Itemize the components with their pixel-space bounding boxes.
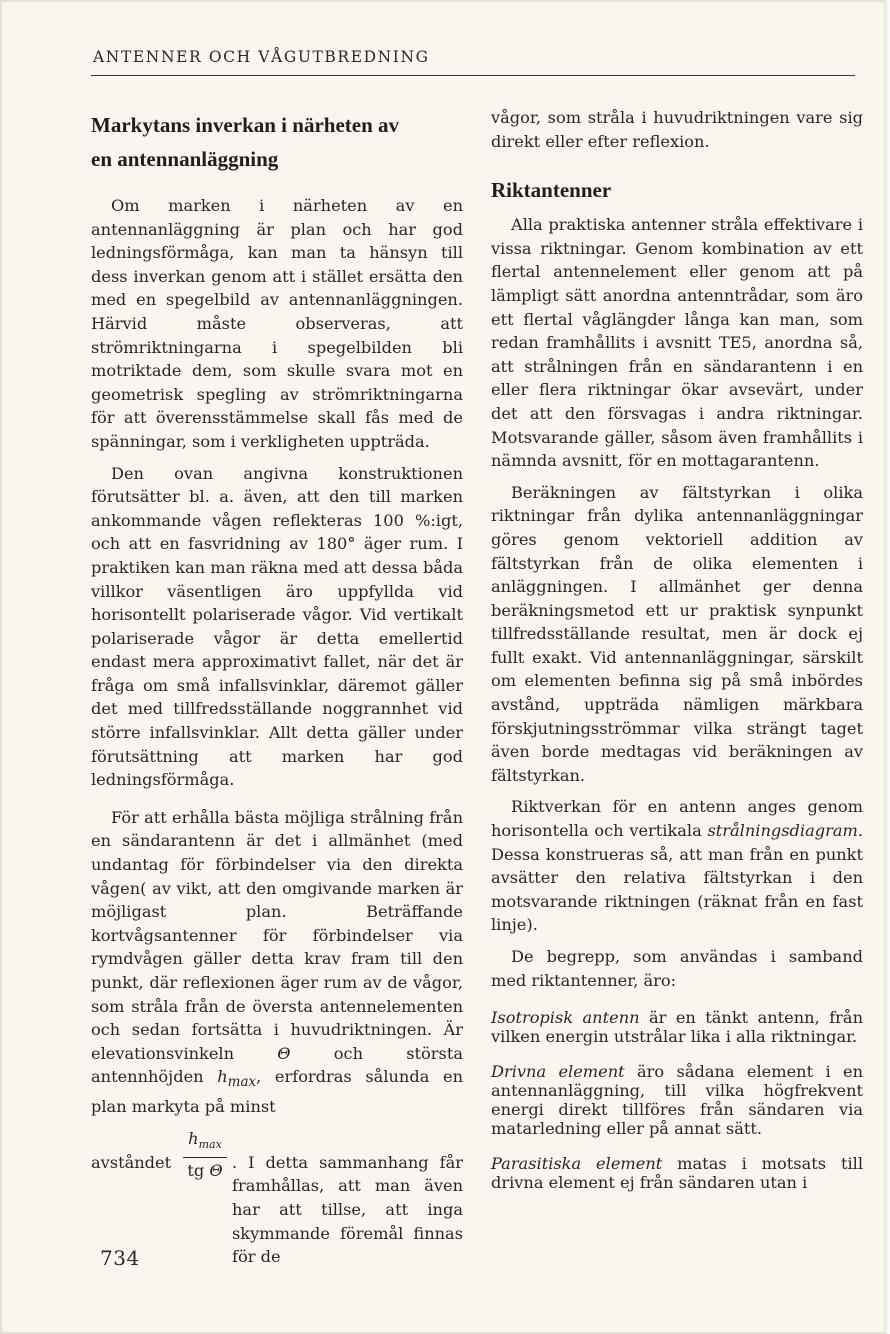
- definition-text: matas i motsats till drivna element ej från sändaren utan i: [491, 1154, 863, 1193]
- definition-text: äro sådana element i en antennanläggning, till vilka högfrekvent energi direkt tillföres från sändaren via matarledning eller på annat sätt.: [491, 1062, 863, 1139]
- hmax-symbol: [217, 1067, 257, 1091]
- num-h: h: [188, 1128, 199, 1148]
- definition-isotropisk: [491, 1008, 863, 1046]
- paragraph: Den ovan angivna konstruktionen förutsätter bl. a. även, att den till marken ankommande vågen reflekteras 100 %:igt, och att en fasvridning av 180° äger rum. I praktiken kan man räkna med att dessa båda villkor väsentligen äro uppfyllda vid horisontellt polariserade vågor. Vid vertikalt polariserade vågor är detta emellertid endast mera approximativt fallet, när det är fråga om små infallsvinklar, däremot gäller det med tillfredsställande noggrannhet vid större infallsvinklar. Allt detta gäller under förutsättning att marken har god ledningsförmåga.: [91, 463, 463, 790]
- definition-text: är en tänkt antenn, från vilken energin utstrålar lika i alla riktningar.: [491, 1008, 863, 1047]
- paragraph-with-math: [91, 806, 463, 1119]
- definition-parasitiska: [491, 1154, 863, 1192]
- theta-symbol: Θ: [277, 1043, 291, 1063]
- section-title-riktantenner: Riktantenner: [491, 178, 612, 203]
- paragraph: Om marken i närheten av en antennanläggning är plan och har god ledningsförmåga, kan man ta hänsyn till dess inverkan genom att i stället ersätta den med en spegelbild av antennanläggningen. Härvid måste observeras, att strömriktningarna i spegelbilden bli motriktade dem, som skulle svara mot en geometrisk spegling av strömriktningarna för att överensstämmelse skall fås med de spänningar, som i verkligheten uppträda.: [91, 196, 463, 451]
- h-letter: h: [217, 1067, 228, 1087]
- paragraph: Alla praktiska antenner stråla effektivare i vissa riktningar. Genom kombination av ett flertal antennelement eller genom att på lämpligt sätt anordna antenntrådar, som äro ett flertal våglängder långa kan man, som redan framhållits i avsnitt TE5, anordna så, att strålningen från en sändarantenn i en eller flera riktningar ökar avsevärt, under det att den försvagas i andra riktningar. Motsvarande gäller, såsom även framhållits i nämnda avsnitt, för en mottagarantenn.: [491, 215, 863, 471]
- definition-term: Drivna element: [491, 1062, 625, 1082]
- section-title-line-1: Markytans inverkan i närheten av: [91, 113, 400, 137]
- header-rule: [91, 75, 855, 76]
- den-tg: tg: [187, 1161, 205, 1181]
- paragraph: vågor, som stråla i huvudriktningen vare sig direkt eller efter reflexion.: [491, 108, 863, 151]
- text-run: och största antennhöjden: [91, 1043, 463, 1087]
- text-run: , erfordras sålunda en plan markyta på minst: [91, 1067, 463, 1117]
- den-theta: Θ: [209, 1161, 223, 1181]
- definition-term: Isotropisk antenn: [491, 1008, 640, 1028]
- formula-suffix: . I detta sammanhang får framhållas, att man även har att tillse, att inga skymmande föremål finnas för de: [232, 1152, 463, 1267]
- section-title-line-2: en antennanläggning: [91, 147, 279, 171]
- definition-drivna: [491, 1062, 863, 1138]
- term-stralningsdiagram: strålningsdiagram.: [707, 821, 863, 841]
- max-subscript: max: [227, 1074, 257, 1091]
- definition-term: Parasitiska element: [491, 1154, 663, 1174]
- fraction-numerator: [183, 1127, 227, 1158]
- text-run: För att erhålla bästa möjliga strålning från en sändarantenn är det i allmänhet (med undantag för förbindelser via den direkta vågen( av vikt, att den omgivande marken är möjligast plan. Beträffande kortvågsantenner för förbindelser via rymdvågen gäller detta krav fram till den punkt, där reflexionen äger rum av de vågor, som stråla från de översta antennelementen och sedan fortsätta i huvudriktningen. Är elevationsvinkeln: [91, 807, 463, 1063]
- num-sub: max: [198, 1138, 222, 1152]
- running-head: ANTENNER OCH VÅGUTBREDNING: [93, 48, 430, 66]
- text-run: Dessa konstrueras så, att man från en punkt avsätter den relativa fältstyrkan i den motsvarande riktningen (räknat från en fast linje).: [491, 844, 863, 935]
- text-run: Riktverkan för en antenn anges genom horisontella och vertikala: [491, 797, 863, 841]
- paragraph: Beräkningen av fältstyrkan i olika riktningar från dylika antennanläggningar göres genom vektoriell addition av fältstyrkan från de olika elementen i anläggningen. I allmänhet ger denna beräkningsmetod ett ur praktisk synpunkt tillfredsställande resultat, men är dock ej fullt exakt. Vid antennanläggningar, särskilt om elementen befinna sig på små inbördes avstånd, uppträda nämligen märkbara förskjutningsströmmar vilka strängt taget även borde medtagas vid beräkningen av fältstyrkan.: [491, 482, 863, 785]
- page-number: 734: [100, 1246, 140, 1270]
- fraction-denominator: [183, 1158, 227, 1184]
- section-title-markytans: [91, 108, 463, 176]
- paragraph: De begrepp, som användas i samband med riktantenner, äro:: [491, 947, 863, 990]
- formula-prefix: avståndet: [91, 1152, 172, 1172]
- right-column: [491, 100, 863, 1200]
- fraction-hmax-over-tg-theta: [183, 1127, 227, 1184]
- paragraph: [491, 795, 863, 937]
